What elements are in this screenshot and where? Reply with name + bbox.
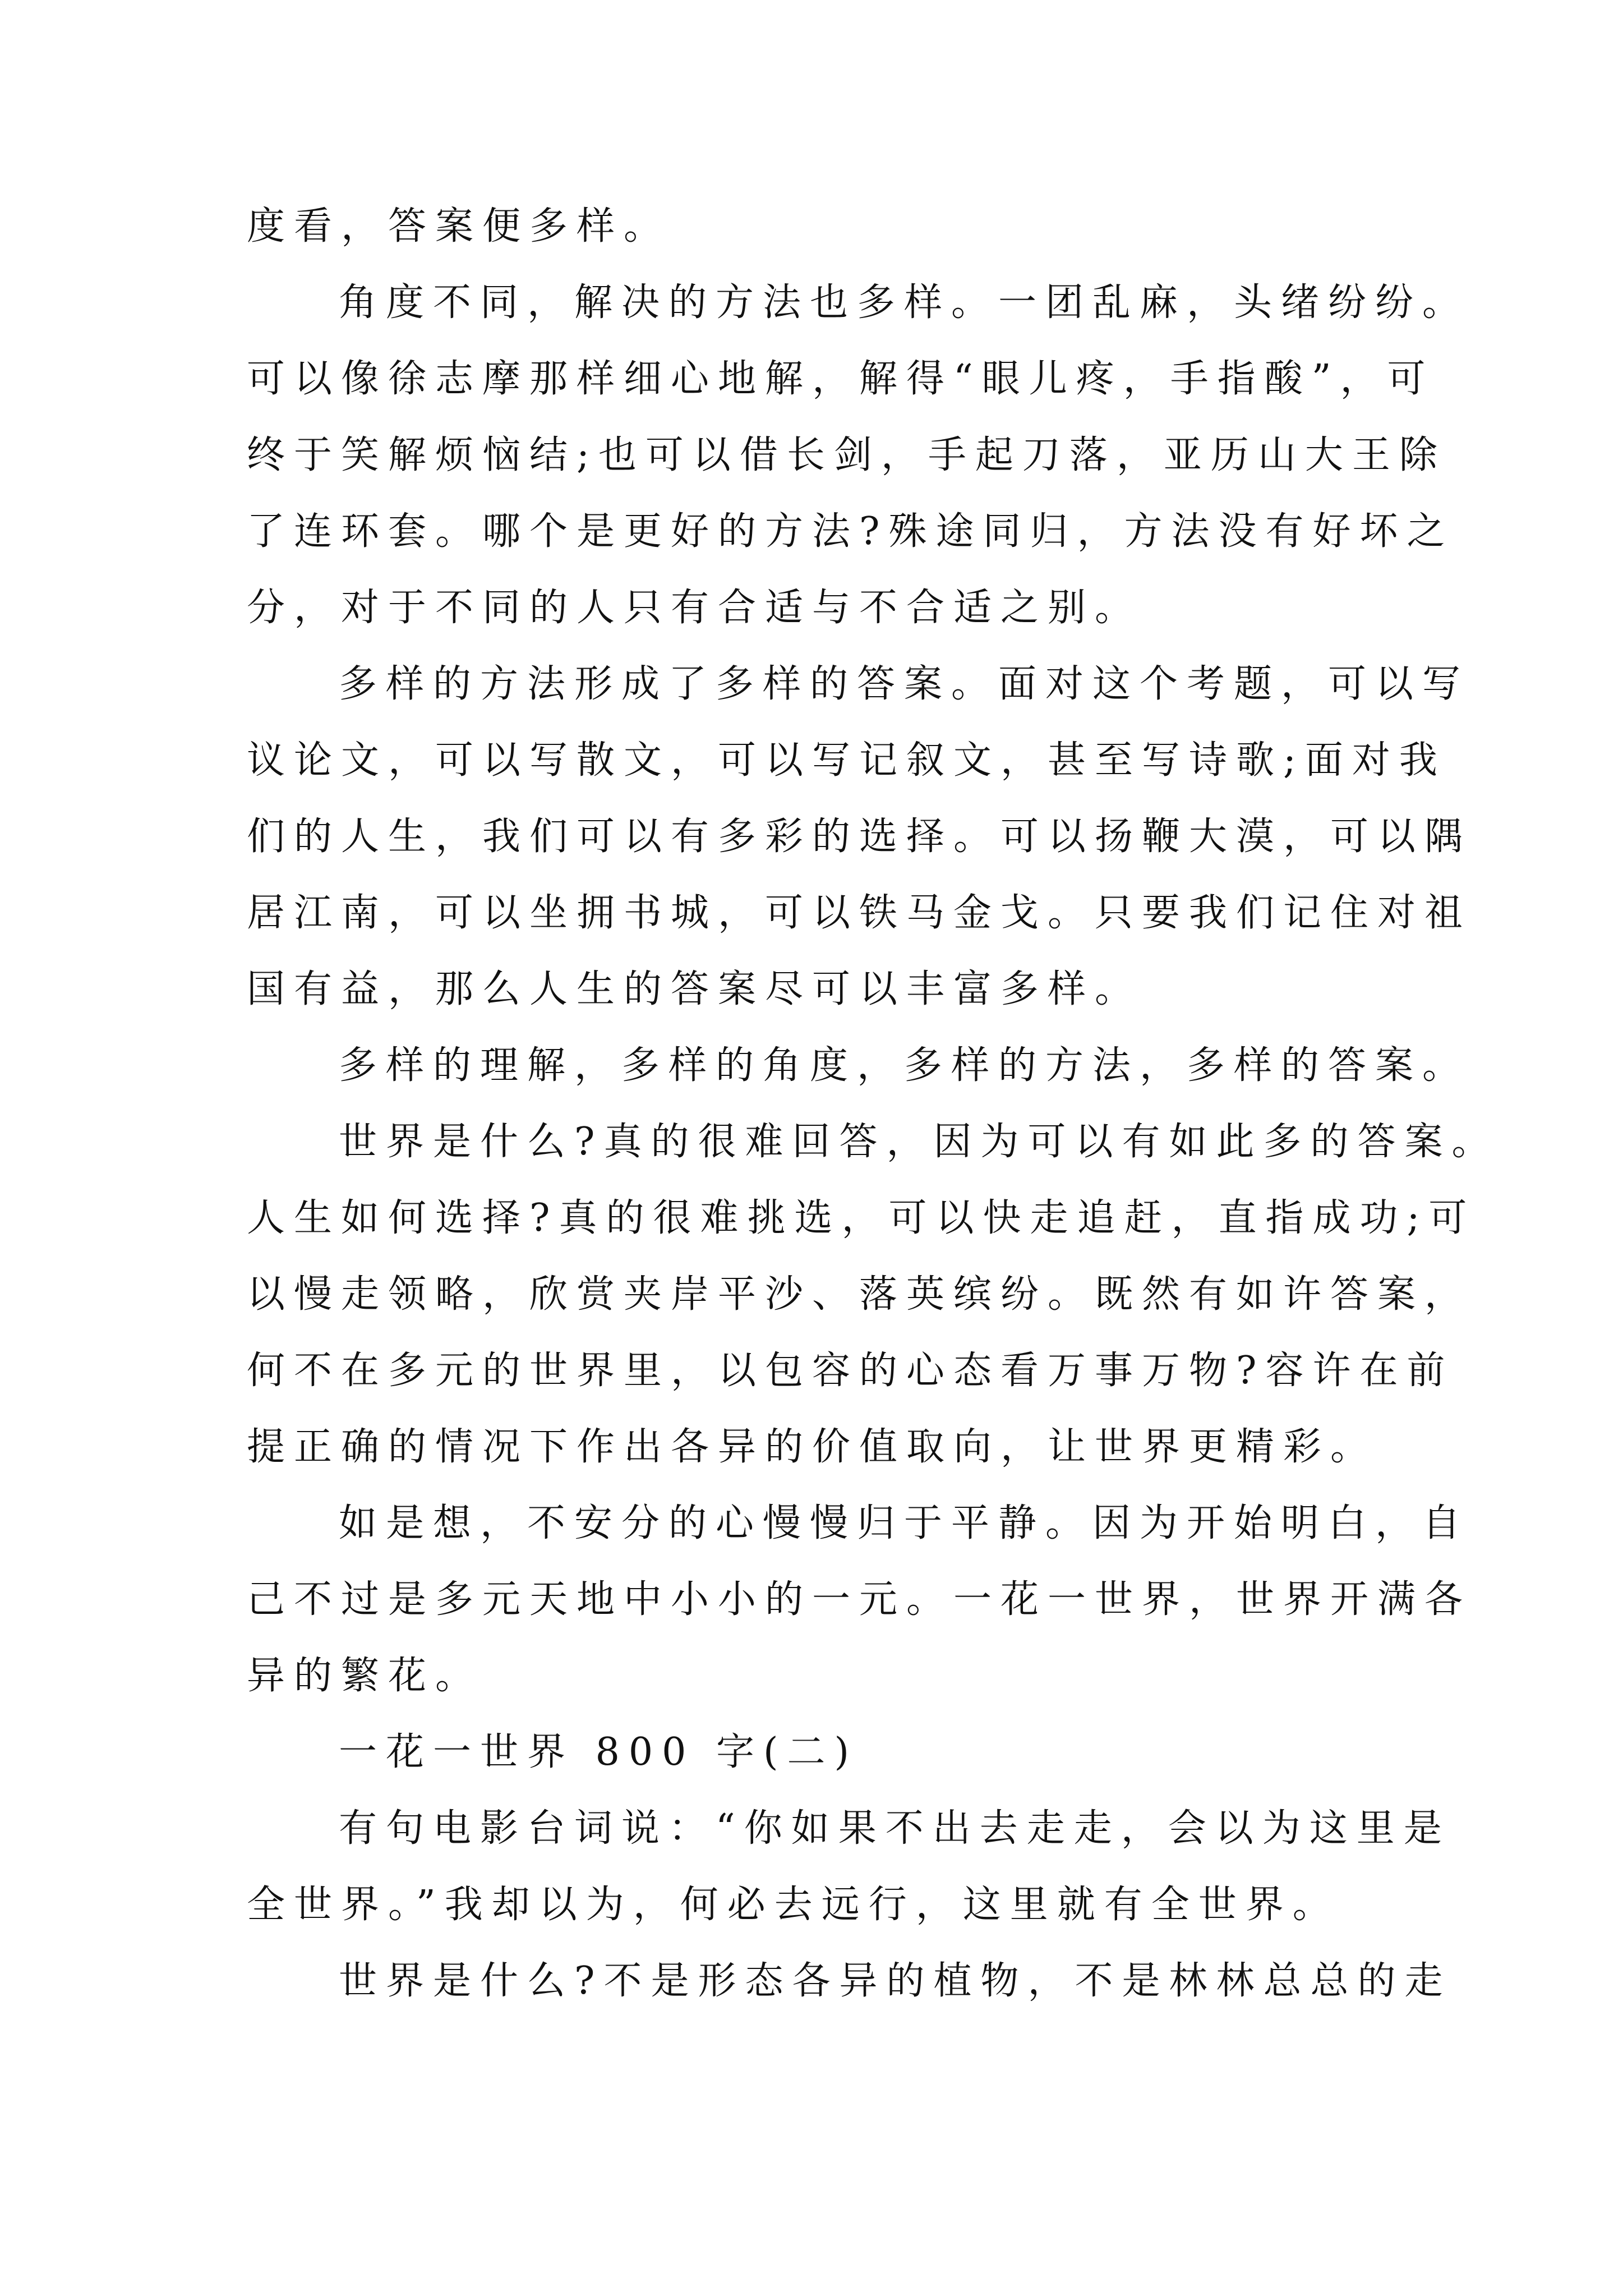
text-line: 提正确的情况下作出各异的价值取向，让世界更精彩。: [247, 1425, 1378, 1469]
section-heading: 一花一世界 800 字(二): [339, 1730, 859, 1774]
text-line: 世界是什么?不是形态各异的植物，不是林林总总的走: [339, 1959, 1452, 2003]
text-line: 多样的理解，多样的角度，多样的方法，多样的答案。: [339, 1043, 1470, 1088]
text-line: 全世界。”我却以为，何必去远行，这里就有全世界。: [247, 1883, 1340, 1927]
text-line: 世界是什么?真的很难回答，因为可以有如此多的答案。: [339, 1120, 1499, 1164]
text-line: 以慢走领略，欣赏夹岸平沙、落英缤纷。既然有如许答案，: [247, 1272, 1472, 1317]
text-line: 国有益，那么人生的答案尽可以丰富多样。: [247, 967, 1142, 1011]
text-line: 终于笑解烦恼结;也可以借长剑，手起刀落，亚历山大王除: [247, 433, 1446, 477]
text-line: 有句电影台词说：“你如果不出去走走，会以为这里是: [339, 1806, 1451, 1851]
text-line: 如是想，不安分的心慢慢归于平静。因为开始明白，自: [339, 1501, 1470, 1545]
document-page: [247, 204, 1499, 2039]
text-line: 们的人生，我们可以有多彩的选择。可以扬鞭大漠，可以隅: [247, 815, 1472, 859]
text-line: 角度不同，解决的方法也多样。一团乱麻，头绪纷纷。: [339, 280, 1470, 325]
text-line: 分，对于不同的人只有合适与不合适之别。: [247, 586, 1142, 630]
text-line: 议论文，可以写散文，可以写记叙文，甚至写诗歌;面对我: [247, 738, 1446, 783]
text-line: 人生如何选择?真的很难挑选，可以快走追赶，直指成功;可: [247, 1196, 1476, 1240]
text-line: 度看，答案便多样。: [247, 204, 671, 249]
text-line: 何不在多元的世界里，以包容的心态看万事万物?容许在前: [247, 1349, 1454, 1393]
text-line: 可以像徐志摩那样细心地解，解得“眼儿疼，手指酸”，可: [247, 357, 1435, 401]
text-line: 多样的方法形成了多样的答案。面对这个考题，可以写: [339, 662, 1470, 706]
text-line: 居江南，可以坐拥书城，可以铁马金戈。只要我们记住对祖: [247, 891, 1472, 935]
text-line: 了连环套。哪个是更好的方法?殊途同归，方法没有好坏之: [247, 509, 1454, 554]
text-line: 异的繁花。: [247, 1654, 483, 1698]
text-line: 己不过是多元天地中小小的一元。一花一世界，世界开满各: [247, 1577, 1472, 1622]
